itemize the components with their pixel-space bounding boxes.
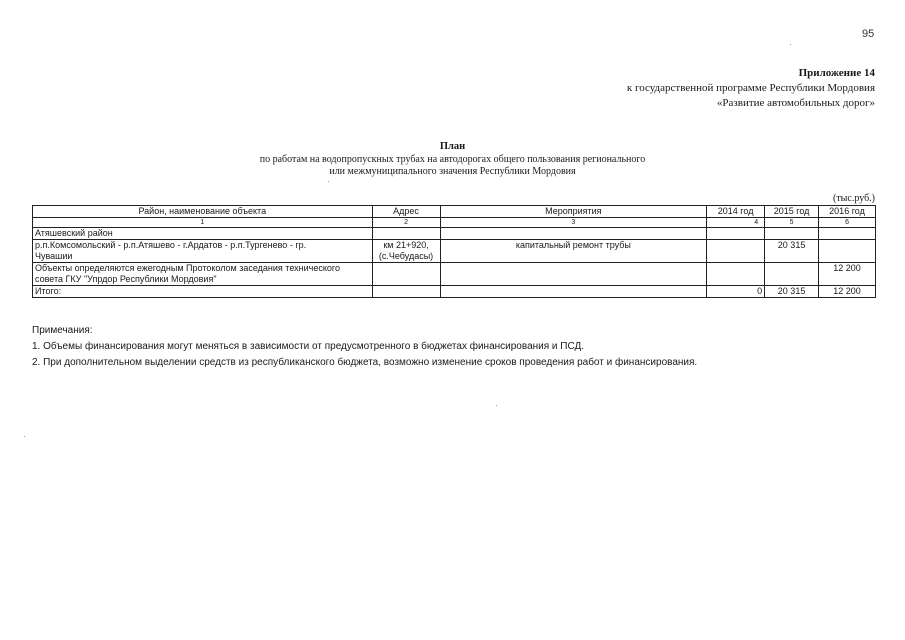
value-2016-cell: 12 200 bbox=[819, 263, 876, 286]
plan-table bbox=[32, 205, 876, 298]
header-cell: Мероприятия bbox=[440, 206, 707, 218]
object-name-cell: Объекты определяются ежегодным Протоколом заседания технического совета ГКУ "Упрдор Республики Мордовия" bbox=[33, 263, 373, 286]
scan-speck bbox=[328, 181, 329, 182]
plan-heading bbox=[0, 141, 905, 179]
header-cell: 2015 год bbox=[765, 206, 819, 218]
scan-speck bbox=[496, 405, 497, 406]
total-2014: 0 bbox=[707, 286, 765, 298]
plan-subtitle-1: по работам на водопропускных трубах на автодорогах общего пользования регионального bbox=[259, 153, 646, 165]
district-name: Атяшевский район bbox=[33, 228, 373, 240]
page-number: 95 bbox=[862, 28, 875, 40]
value-2015-cell: 20 315 bbox=[765, 240, 819, 263]
measure-cell: капитальный ремонт трубы bbox=[440, 240, 707, 263]
table-header-row bbox=[33, 206, 876, 218]
column-number-cell: 6 bbox=[819, 218, 876, 228]
plan-title: План bbox=[439, 141, 466, 152]
plan-subtitle-2: или межмуниципального значения Республики Мордовия bbox=[329, 166, 576, 177]
notes bbox=[32, 323, 697, 371]
value-2016-cell bbox=[819, 240, 876, 263]
scan-speck bbox=[790, 44, 791, 45]
object-name-cell: р.п.Комсомольский - р.п.Атяшево - г.Ардатов - р.п.Тургенево - гр. Чувашии bbox=[33, 240, 373, 263]
header-cell: Район, наименование объекта bbox=[33, 206, 373, 218]
header-cell: 2016 год bbox=[819, 206, 876, 218]
note-item: 2. При дополнительном выделении средств из республиканского бюджета, возможно изменение сроков проведения работ и финансирования. bbox=[32, 357, 698, 368]
total-label: Итого: bbox=[33, 286, 373, 298]
value-2015-cell bbox=[765, 263, 819, 286]
header-cell: Адрес bbox=[372, 206, 440, 218]
appendix-title: Приложение 14 bbox=[798, 67, 875, 79]
total-2016: 12 200 bbox=[819, 286, 876, 298]
column-number-row bbox=[33, 218, 876, 228]
header-cell: 2014 год bbox=[707, 206, 765, 218]
column-number-cell: 3 bbox=[440, 218, 707, 228]
table-row bbox=[33, 240, 876, 263]
address-cell: км 21+920, (с.Чебудасы) bbox=[372, 240, 440, 263]
unit-label: (тыс.руб.) bbox=[832, 193, 875, 204]
notes-title: Примечания: bbox=[32, 325, 93, 336]
total-2015: 20 315 bbox=[765, 286, 819, 298]
address-cell bbox=[372, 263, 440, 286]
column-number-cell: 2 bbox=[372, 218, 440, 228]
column-number-cell: 5 bbox=[765, 218, 819, 228]
value-2014-cell bbox=[707, 263, 765, 286]
note-item: 1. Объемы финансирования могут меняться в зависимости от предусмотренного в бюджетах финансирования и ПСД. bbox=[32, 341, 585, 352]
total-row bbox=[33, 286, 876, 298]
value-2014-cell bbox=[707, 240, 765, 263]
column-number-cell: 4 bbox=[707, 218, 765, 228]
scan-speck bbox=[24, 436, 25, 437]
appendix-line-3: «Развитие автомобильных дорог» bbox=[716, 97, 875, 109]
district-row bbox=[33, 228, 876, 240]
appendix-header bbox=[627, 66, 875, 111]
table-row bbox=[33, 263, 876, 286]
column-number-cell: 1 bbox=[33, 218, 373, 228]
appendix-line-2: к государственной программе Республики Мордовия bbox=[626, 82, 875, 94]
measure-cell bbox=[440, 263, 707, 286]
